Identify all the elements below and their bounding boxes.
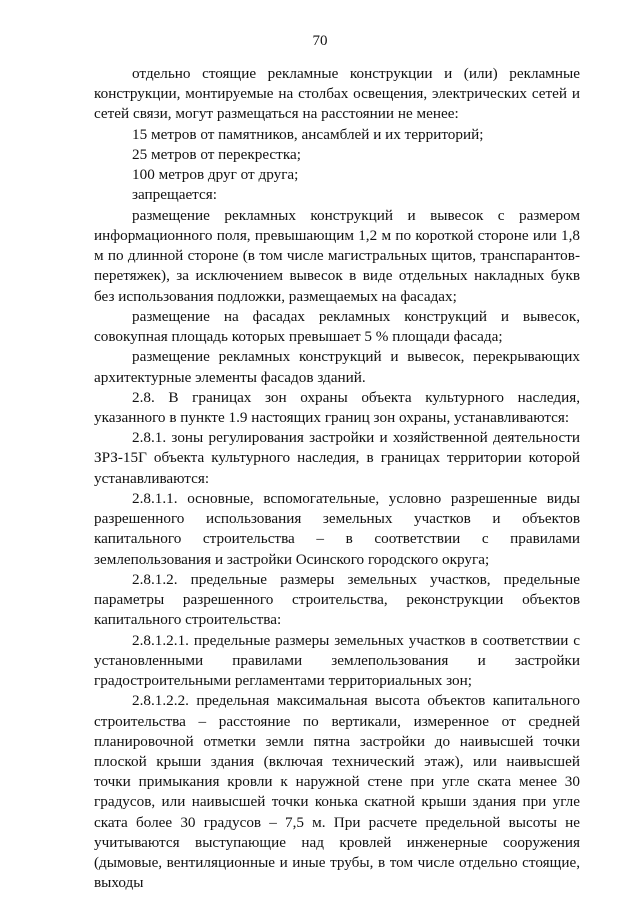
paragraph-2-8: 2.8. В границах зон охраны объекта культурного наследия, указанного в пункте 1.9 настоящих границ зон охраны, устанавливаются: <box>94 388 580 426</box>
paragraph-distance-monuments: 15 метров от памятников, ансамблей и их территорий; <box>132 125 484 143</box>
paragraph-2-8-1: 2.8.1. зоны регулирования застройки и хозяйственной деятельности ЗРЗ-15Г объекта культурного наследия, в границах территории которой устанавливаются: <box>94 429 580 487</box>
document-body <box>94 64 580 894</box>
paragraph-2-8-1-2-1: 2.8.1.2.1. предельные размеры земельных участков в соответствии с установленными правилами землепользования и застройки градостроительными регламентами территориальных зон; <box>94 631 580 690</box>
paragraph-prohibited-facade-area: размещение на фасадах рекламных конструкций и вывесок, совокупная площадь которых превышает 5 % площади фасада; <box>94 307 580 346</box>
paragraph-distance-each-other: 100 метров друг от друга; <box>132 166 299 184</box>
page-number: 70 <box>312 33 328 49</box>
paragraph-billboard-distances: отдельно стоящие рекламные конструкции и (или) рекламные конструкции, монтируемые на столбах освещения, электрических сетей и сетей связи, могут размещаться на расстоянии не менее: <box>94 65 580 123</box>
paragraph-distance-intersection: 25 метров от перекрестка; <box>132 145 301 163</box>
paragraph-2-8-1-2-2: 2.8.1.2.2. предельная максимальная высота объектов капитального строительства – расстояние по вертикали, измеренное от средней планировочной отметки земли пятна застройки до наивысшей точки плоской крыши здания (включая технический этаж), или наивысшей точки примыкания кровли к наружной стене при угле ската менее 30 градусов, или наивысшей точки конька скатной крыши здания при угле ската более 30 градусов – 7,5 м. При расчете предельной высоты не учитываются выступающие над кровлей инженерные сооружения (дымовые, вентиляционные и иные трубы, в том числе отдельно стоящие, выходы <box>94 692 580 892</box>
paragraph-2-8-1-2: 2.8.1.2. предельные размеры земельных участков, предельные параметры разрешенного строительства, реконструкции объектов капитального строительства: <box>94 570 580 629</box>
paragraph-prohibited: запрещается: <box>132 186 217 204</box>
paragraph-prohibited-covering-elements: размещение рекламных конструкций и вывесок, перекрывающих архитектурные элементы фасадов зданий. <box>94 348 580 386</box>
paragraph-2-8-1-1: 2.8.1.1. основные, вспомогательные, условно разрешенные виды разрешенного использования земельных участков и объектов капитального строительства – в соответствии с правилами землепользования и застройки Осинского городского округа; <box>94 489 580 568</box>
paragraph-prohibited-large-field: размещение рекламных конструкций и вывесок с размером информационного поля, превышающим 1,2 м по короткой стороне или 1,8 м по длинной стороне (в том числе магистральных щитов, транспарантов-перетяжек), за исключением вывесок в виде отдельных накладных букв без использования подложки, размещаемых на фасадах; <box>94 206 580 305</box>
